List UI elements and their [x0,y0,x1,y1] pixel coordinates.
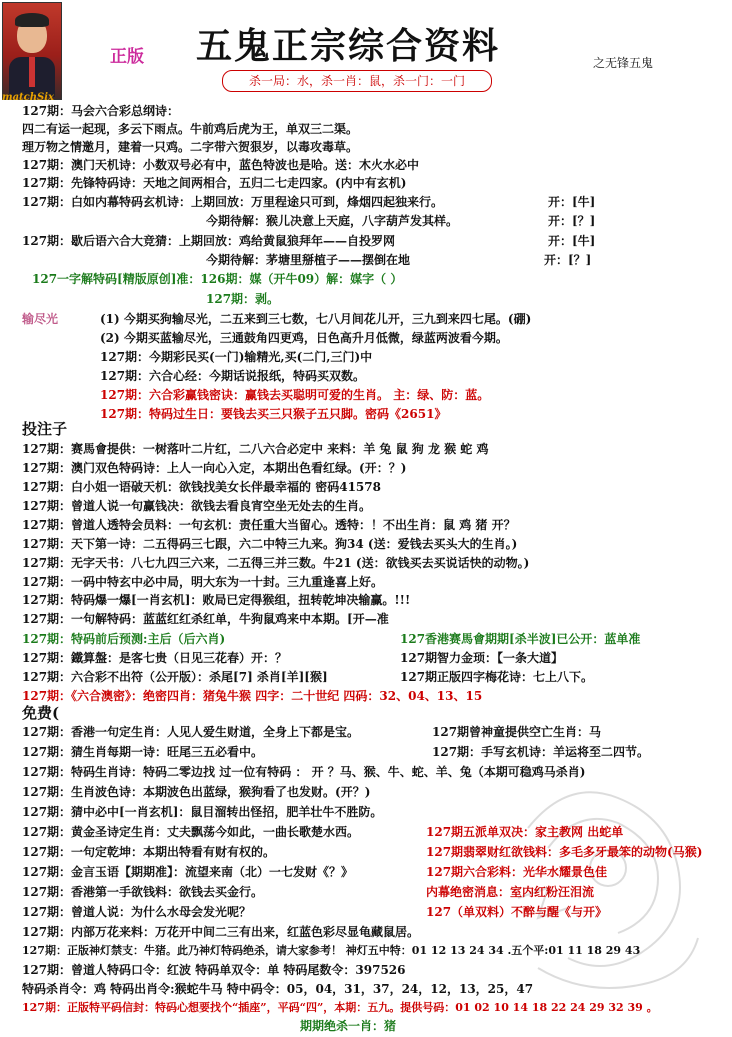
line-2: 四二有运一起现，多云下雨点。牛前鸡后虎为王，单双三二渠。 [22,122,359,136]
line-13: (2) 今期买蓝输尽光，三通鼓角四更鸡，日色高升月低微，绿蓝两波看今期。 [100,331,508,345]
line-25: 127期：一码中特玄中必中局，明大东为一十封。三九重逢喜上好。 [22,575,384,589]
line-20: 127期：白小姐一语破天机：欲钱找美女长伴最幸福的 密码41578 [22,480,381,494]
line-44: 127期：曾道人特码口令：红波 特码单双令：单 特码尾数令：397526 [22,963,406,977]
author-signature: 之无锋五鬼 [593,56,654,70]
line-36: 127期：猜中必中[一肖玄机]：鼠目溜转出怪招，肥羊壮牛不胜防。 [22,805,383,819]
line-41: 127期：曾道人说：为什么水母会发光呢？ [22,905,252,919]
line-39b: 127期六合彩料：光华水耀景色佳 [426,865,608,879]
line-18: 127期：赛馬會提供：一树落叶二片红，二八六合必定中 来料：羊 兔 鼠 狗 龙 猴 蛇 鸡 [22,442,489,456]
line-14: 127期：今期彩民买(一门)输精光,买(二门,三门)中 [100,350,373,364]
line-47: 期期绝杀一肖：猪 [300,1019,397,1033]
line-38b: 127期翡翠财红欲钱料：多毛多牙最笨的动物(马猴) [426,845,703,859]
line-40: 127期：香港第一手欲钱料：欲钱去买金行。 [22,885,264,899]
line-4: 127期：澳门天机诗：小数双号必有中，蓝色特波也是哈。送：木火水必中 [22,158,420,172]
line-9-open: 开：[？] [544,253,592,267]
edition-label: 正版 [110,47,144,67]
line-8-open: 开：[牛] [548,234,596,248]
line-31: 127期：《六合澳密》：绝密四肖：猪兔牛猴 四字：二十世纪 四码：32、04、13、15 [22,689,483,703]
line-37b: 127期五派单双决：家主教网 出蛇单 [426,825,624,839]
line-23: 127期：天下第一诗：二五得码三七跟，六二中特三九来。狗34 (送：爱钱去买头大的生肖。) [22,537,518,551]
line-24: 127期：无字天书：八七九四三六来，二五得三并三数。牛21 (送：欲钱买去买说话快的动物。) [22,556,530,570]
line-28b: 127香港赛馬會期期[杀半波]已公开：蓝单准 [400,632,641,646]
line-43: 127期：正版神灯禁支：牛猪。此乃神灯特码绝杀，请大家参考！ 神灯五中特：01 12 13 24 34 .五个平:01 11 18 29 43 [22,944,641,957]
line-21: 127期：曾道人说一句赢钱决：欲钱去看良宵空坐无处去的生肖。 [22,499,372,513]
line-7: 今期待解：猴儿决意上天庭，八字葫芦发其样。 [206,214,459,228]
logo-text: matchSix [2,92,55,103]
line-38: 127期：一句定乾坤：本期出特看有财有权的。 [22,845,276,859]
section-free: 免费( [22,704,60,722]
line-46: 127期：正版特平码信封：特码心想要找个“插座”，平码“四”，本期：五九。提供号码：01 02 10 14 18 22 24 29 32 39 。 [22,1001,658,1014]
line-22: 127期：曾道人透特会员料：一句玄机：责任重大当留心。透特：！不出生肖：鼠 鸡 猪 开？ [22,518,516,532]
line-30b: 127期正版四字梅花诗：七上八下。 [400,670,594,684]
line-27: 127期：一句解特码：蓝蓝红红杀红单，牛狗鼠鸡来中本期。[开—准 [22,612,389,626]
line-32: 127期：香港一句定生肖：人见人爱生财道，全身上下都是宝。 [22,725,360,739]
line-9: 今期待解：茅塘里掰植子——摆倒在地 [206,253,411,267]
line-32b: 127期曾神童提供空亡生肖：马 [432,725,602,739]
line-6: 127期：白如内幕特码玄机诗：上期回放：万里程途只可到，烽烟四起独来行。 [22,195,444,209]
line-11: 127期：剥。 [206,292,280,306]
line-1: 127期：马会六合彩总纲诗： [22,104,180,118]
line-35: 127期：生肖波色诗：本期波色出蓝绿，猴狗看了也发财。(开？) [22,785,371,799]
line-16: 127期：六合彩赢钱密诀：赢钱去买聪明可爱的生肖。 主：绿、防：蓝。 [100,388,490,402]
line-5: 127期：先锋特码诗：天地之间两相合，五归二七走四家。(内中有玄机) [22,176,407,190]
section-lose-all: 输尽光 [22,312,59,326]
page-title: 五鬼正宗综合资料 [196,25,501,67]
line-15: 127期：六合心经：今期话说报纸，特码买双数。 [100,369,366,383]
author-portrait [2,2,62,100]
line-33: 127期：猜生肖每期一诗：旺尾三五必看中。 [22,745,264,759]
line-29b: 127期智力金顼：【一条大道】 [400,651,564,665]
line-33b: 127期：手写玄机诗：羊运将至二四节。 [432,745,650,759]
kill-summary-box: 杀一局：水，杀一肖：鼠，杀一门：一门 [222,70,492,92]
line-42: 127期：内部万花来料：万花开中间二三有出来，红蓝色彩尽显龟藏鼠居。 [22,925,420,939]
line-30: 127期：六合彩不出符（公开版）：杀尾[7] 杀肖[羊][猴] [22,670,328,684]
line-34: 127期：特码生肖诗：特码二零边找 过一位有特码 ： 开 ？马、猴、牛、蛇、羊、兔（本期可稳鸡马杀肖) [22,765,586,779]
line-45: 特码杀肖令：鸡 特码出肖令:猴蛇牛马 特中码令：05，04，31，37，24，12，13，25，47 [22,982,534,996]
line-8: 127期：歇后语六合大竞猜：上期回放：鸡给黄鼠狼拜年——自投罗网 [22,234,396,248]
section-betting: 投注子 [22,420,68,438]
line-26: 127期：特码爆一爆[一肖玄机]：败局已定得猴组，扭转乾坤决输赢。!!! [22,593,411,607]
line-41b: 127（单双料）不醉与醒《与开》 [426,905,608,919]
line-12: (1) 今期买狗输尽光，二五来到三七数，七八月间花儿开，三九到来四七尾。(硼) [100,312,532,326]
line-7-open: 开：[？] [548,214,596,228]
line-17: 127期：特码过生日：要钱去买三只猴子五只脚。密码《2651》 [100,407,447,421]
line-19: 127期：澳门双色特码诗：上人一向心入定，本期出色看红绿。(开：？) [22,461,407,475]
line-6-open: 开：[牛] [548,195,596,209]
line-28: 127期：特码前后预测:主后（后六肖) [22,632,226,646]
line-10: 127一字解特码[精版原创]准：126期：媒（开牛09）解：媒字（ ） [32,272,403,286]
line-37: 127期：黄金圣诗定生肖：丈夫飘荡今如此，一曲长歌楚水西。 [22,825,360,839]
line-3: 理万物之情邀月，建着一只鸡。二字带六贺狠岁，以毒攻毒草。 [22,140,359,154]
line-29: 127期：鐵算盤：是客七贵（日见三花春）开：？ [22,651,288,665]
line-40b: 内幕绝密消息：室内红粉汪泪流 [426,885,595,899]
line-39: 127期：金言玉语【期期准】：流望来南（北）一七发财《？》 [22,865,354,879]
